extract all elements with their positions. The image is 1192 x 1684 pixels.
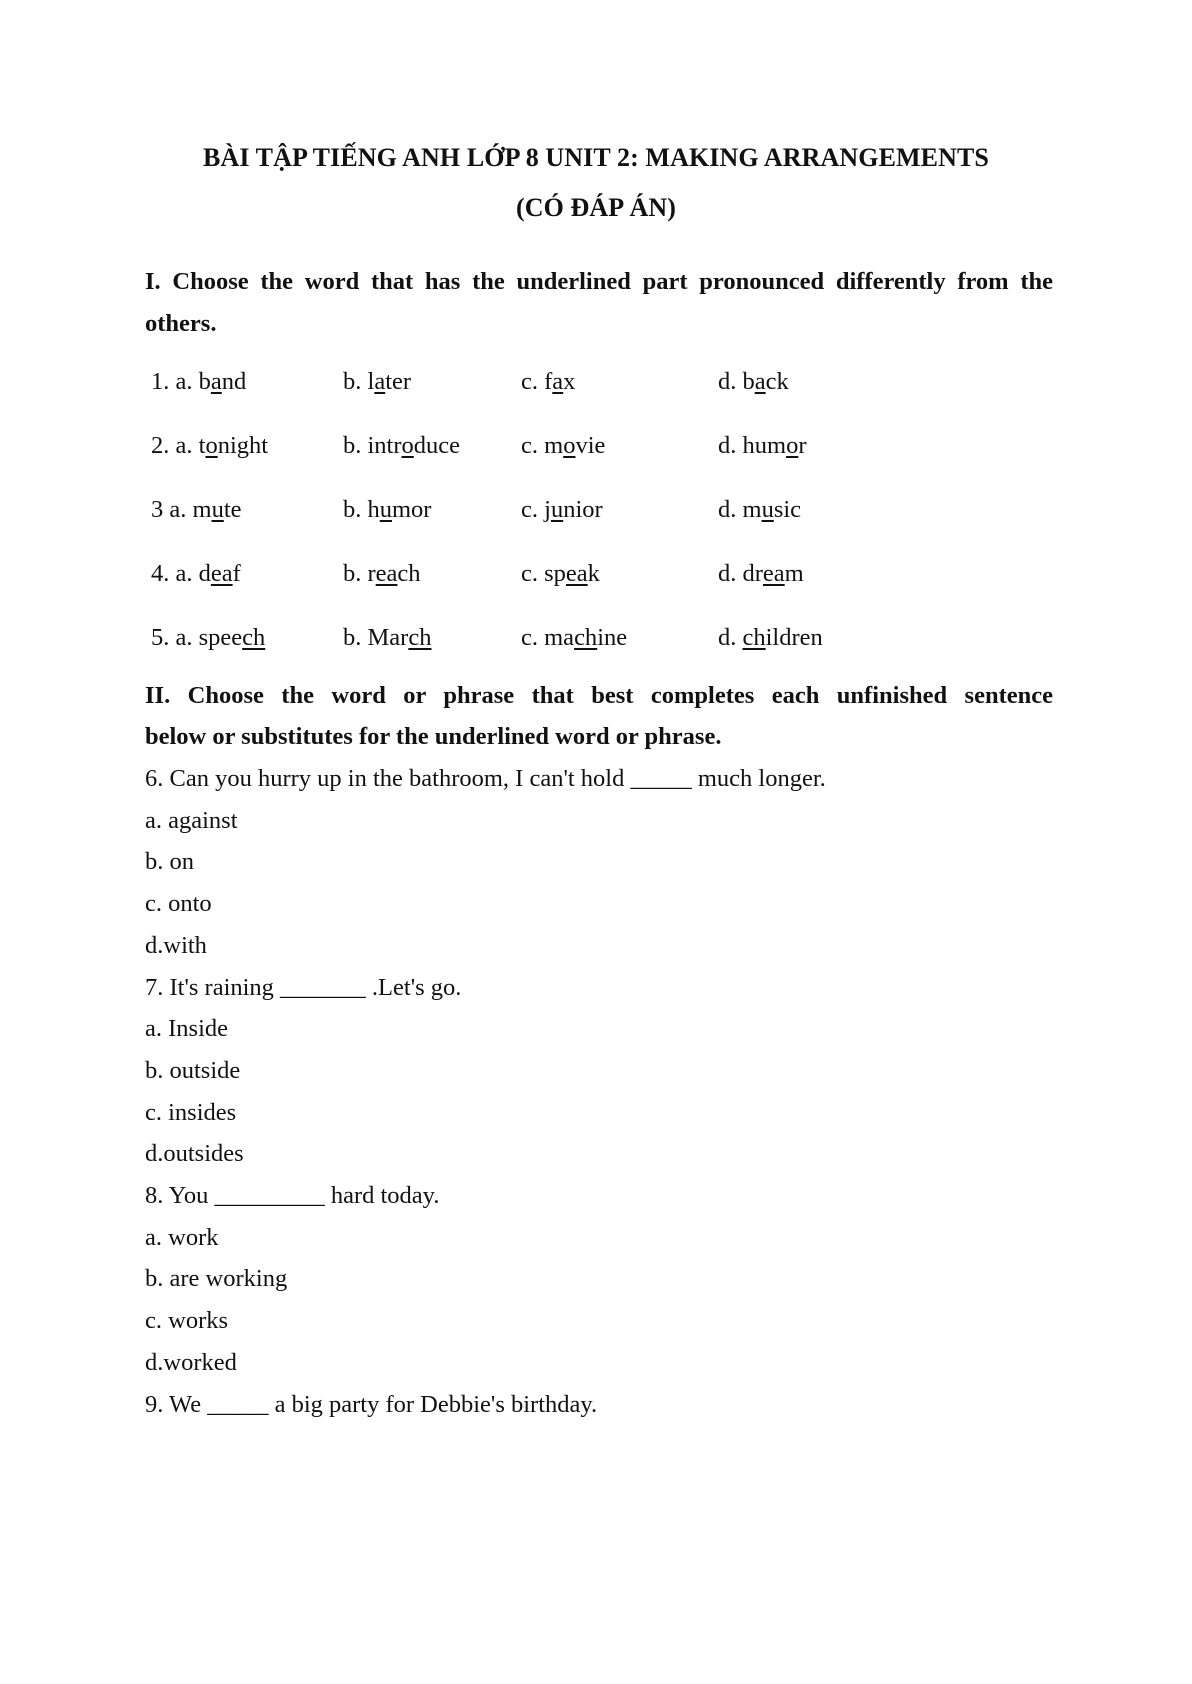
option-text: c. j (521, 496, 551, 523)
answer-option: c. onto (145, 890, 212, 917)
answer-option: a. work (145, 1224, 219, 1251)
underlined-part: ea (565, 560, 588, 587)
option-cell (718, 496, 801, 524)
section1-heading: I. Choose the word that has the underlined part pronounced differently from the (145, 268, 1053, 295)
option-cell (343, 368, 411, 396)
option-text: b. l (343, 368, 375, 395)
answer-option: c. insides (145, 1099, 237, 1126)
section2-heading-cont: below or substitutes for the underlined word or phrase. (145, 723, 722, 750)
option-text: ter (385, 368, 412, 395)
question-text: 8. You _________ hard today. (145, 1182, 440, 1209)
underlined-part: ch (574, 624, 598, 651)
answer-option: a. against (145, 807, 238, 834)
option-text: duce (413, 432, 461, 459)
option-text: mor (392, 496, 432, 523)
question-text: 7. It's raining _______ .Let's go. (145, 974, 462, 1001)
underlined-part: o (786, 432, 799, 459)
option-cell (343, 560, 421, 588)
option-text: te (223, 496, 242, 523)
section1-heading-cont: others. (145, 310, 217, 337)
answer-option: d.worked (145, 1349, 237, 1376)
answer-option: b. are working (145, 1265, 288, 1292)
underlined-part: a (754, 368, 766, 395)
option-text: c. sp (521, 560, 566, 587)
answer-option: b. on (145, 848, 194, 875)
option-text: 2. a. t (151, 432, 206, 459)
underlined-part: u (550, 496, 564, 523)
underlined-part: a (210, 368, 222, 395)
option-text: b. Mar (343, 624, 409, 651)
option-cell (521, 624, 627, 652)
underlined-part: ch (408, 624, 432, 651)
option-text: ine (597, 624, 628, 651)
option-text: b. h (343, 496, 380, 523)
underlined-part: a (552, 368, 564, 395)
option-cell (718, 624, 823, 652)
option-cell (521, 496, 603, 524)
option-text: c. f (521, 368, 553, 395)
section2-heading: II. Choose the word or phrase that best completes each unfinished sentence (145, 682, 1053, 709)
option-text: 3 a. m (151, 496, 212, 523)
underlined-part: ea (762, 560, 785, 587)
underlined-part: u (211, 496, 224, 523)
option-text: d. b (718, 368, 755, 395)
option-text: ck (765, 368, 789, 395)
underlined-part: ch (242, 624, 266, 651)
option-cell (343, 432, 460, 460)
option-text: vie (575, 432, 606, 459)
option-cell (718, 368, 789, 396)
underlined-part: o (205, 432, 218, 459)
underlined-part: a (374, 368, 386, 395)
answer-option: d.outsides (145, 1140, 244, 1167)
option-cell (343, 624, 431, 652)
option-cell (151, 432, 268, 460)
underlined-part: o (563, 432, 576, 459)
question-text: 6. Can you hurry up in the bathroom, I can't hold _____ much longer. (145, 765, 826, 792)
option-text: 1. a. b (151, 368, 211, 395)
option-cell (343, 496, 431, 524)
answer-option: c. works (145, 1307, 229, 1334)
option-text: m (784, 560, 804, 587)
option-cell (151, 496, 242, 524)
option-cell (718, 560, 804, 588)
option-text: nior (563, 496, 603, 523)
underlined-part: u (761, 496, 774, 523)
option-text: d. dr (718, 560, 763, 587)
question-text: 9. We _____ a big party for Debbie's birthday. (145, 1391, 598, 1418)
option-text: b. r (343, 560, 376, 587)
option-cell (151, 368, 246, 396)
option-text: d. m (718, 496, 762, 523)
option-text: nd (221, 368, 247, 395)
page-title: BÀI TẬP TIẾNG ANH LỚP 8 UNIT 2: MAKING ARRANGEMENTS (203, 143, 989, 172)
underlined-part: ea (210, 560, 233, 587)
answer-option: d.with (145, 932, 207, 959)
option-text: d. hum (718, 432, 787, 459)
option-text: night (217, 432, 269, 459)
underlined-part: o (401, 432, 414, 459)
option-text: k (587, 560, 600, 587)
page-subtitle: (CÓ ĐÁP ÁN) (516, 193, 676, 222)
option-text: ildren (765, 624, 823, 651)
option-cell (521, 560, 600, 588)
answer-option: a. Inside (145, 1015, 228, 1042)
option-text: 4. a. d (151, 560, 211, 587)
option-text: ch (397, 560, 421, 587)
option-cell (718, 432, 806, 460)
option-text: 5. a. spee (151, 624, 243, 651)
option-text: b. intr (343, 432, 402, 459)
option-text: sic (773, 496, 802, 523)
answer-option: b. outside (145, 1057, 241, 1084)
option-text: c. m (521, 432, 564, 459)
option-cell (521, 368, 575, 396)
underlined-part: u (379, 496, 392, 523)
option-text: d. (718, 624, 743, 651)
option-text: r (798, 432, 807, 459)
option-cell (151, 624, 265, 652)
option-cell (151, 560, 241, 588)
underlined-part: ea (375, 560, 398, 587)
option-text: f (232, 560, 241, 587)
option-text: x (563, 368, 576, 395)
underlined-part: ch (742, 624, 766, 651)
option-cell (521, 432, 605, 460)
option-text: c. ma (521, 624, 575, 651)
